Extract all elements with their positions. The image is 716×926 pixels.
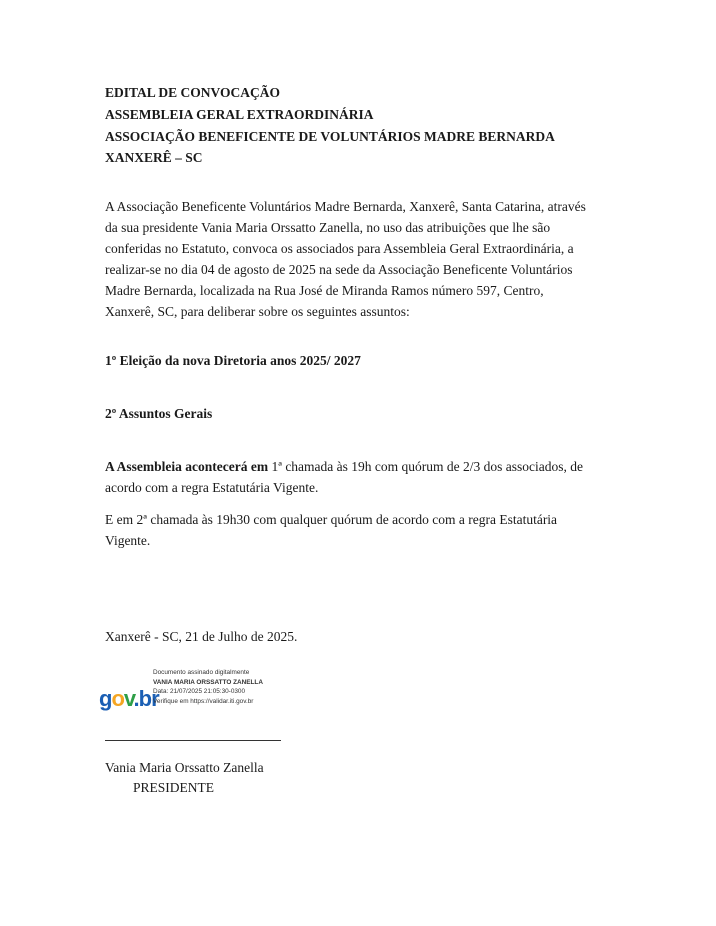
signature-line bbox=[105, 740, 281, 741]
title-edital: EDITAL DE CONVOCAÇÃO bbox=[105, 85, 280, 100]
signature-details bbox=[153, 668, 263, 706]
title-assembleia: ASSEMBLEIA GERAL EXTRAORDINÁRIA bbox=[105, 107, 374, 122]
agenda-item-1: 1º Eleição da nova Diretoria anos 2025/ 2027 bbox=[105, 353, 361, 368]
second-call-line: Vigente. bbox=[105, 533, 151, 548]
govbr-logo-icon: gov.br bbox=[99, 686, 159, 711]
intro-paragraph bbox=[105, 196, 625, 322]
signature-caption: Documento assinado digitalmente bbox=[153, 669, 250, 676]
meeting-bold-lead: A Assembleia acontecerá em bbox=[105, 459, 269, 474]
title-cidade: XANXERÊ – SC bbox=[105, 150, 203, 165]
intro-line: Xanxerê, SC, para deliberar sobre os seguintes assuntos: bbox=[105, 304, 410, 319]
intro-line: A Associação Beneficente Voluntários Madre Bernarda, Xanxerê, Santa Catarina, através bbox=[105, 199, 586, 214]
signatory-name: Vania Maria Orssatto Zanella bbox=[105, 760, 264, 775]
signature-date: Data: 21/07/2025 21:05:30-0300 bbox=[153, 688, 246, 695]
signatory-role: PRESIDENTE bbox=[133, 780, 214, 795]
second-call-paragraph bbox=[105, 509, 625, 551]
second-call-line: E em 2ª chamada às 19h30 com qualquer quórum de acordo com a regra Estatutária bbox=[105, 512, 558, 527]
intro-line: Madre Bernarda, localizada na Rua José de Miranda Ramos número 597, Centro, bbox=[105, 283, 544, 298]
digital-signature-stamp bbox=[99, 668, 299, 720]
signature-verify: Verifique em https://validar.iti.gov.br bbox=[153, 697, 254, 705]
agenda-item-2: 2º Assuntos Gerais bbox=[105, 406, 213, 421]
title-associacao: ASSOCIAÇÃO BENEFICENTE DE VOLUNTÁRIOS MADRE BERNARDA bbox=[105, 129, 555, 144]
meeting-line: acordo com a regra Estatutária Vigente. bbox=[105, 480, 319, 495]
intro-line: realizar-se no dia 04 de agosto de 2025 na sede da Associação Beneficente Voluntários bbox=[105, 262, 573, 277]
meeting-first-call: 1ª chamada às 19h com quórum de 2/3 dos associados, de bbox=[268, 459, 583, 474]
intro-line: da sua presidente Vania Maria Orssatto Zanella, no uso das atribuições que lhe são bbox=[105, 220, 551, 235]
meeting-paragraph bbox=[105, 456, 625, 498]
place-date: Xanxerê - SC, 21 de Julho de 2025. bbox=[105, 629, 298, 644]
signature-signer: VANIA MARIA ORSSATTO ZANELLA bbox=[153, 678, 263, 686]
intro-line: conferidas no Estatuto, convoca os associados para Assembleia Geral Extraordinária, a bbox=[105, 241, 574, 256]
